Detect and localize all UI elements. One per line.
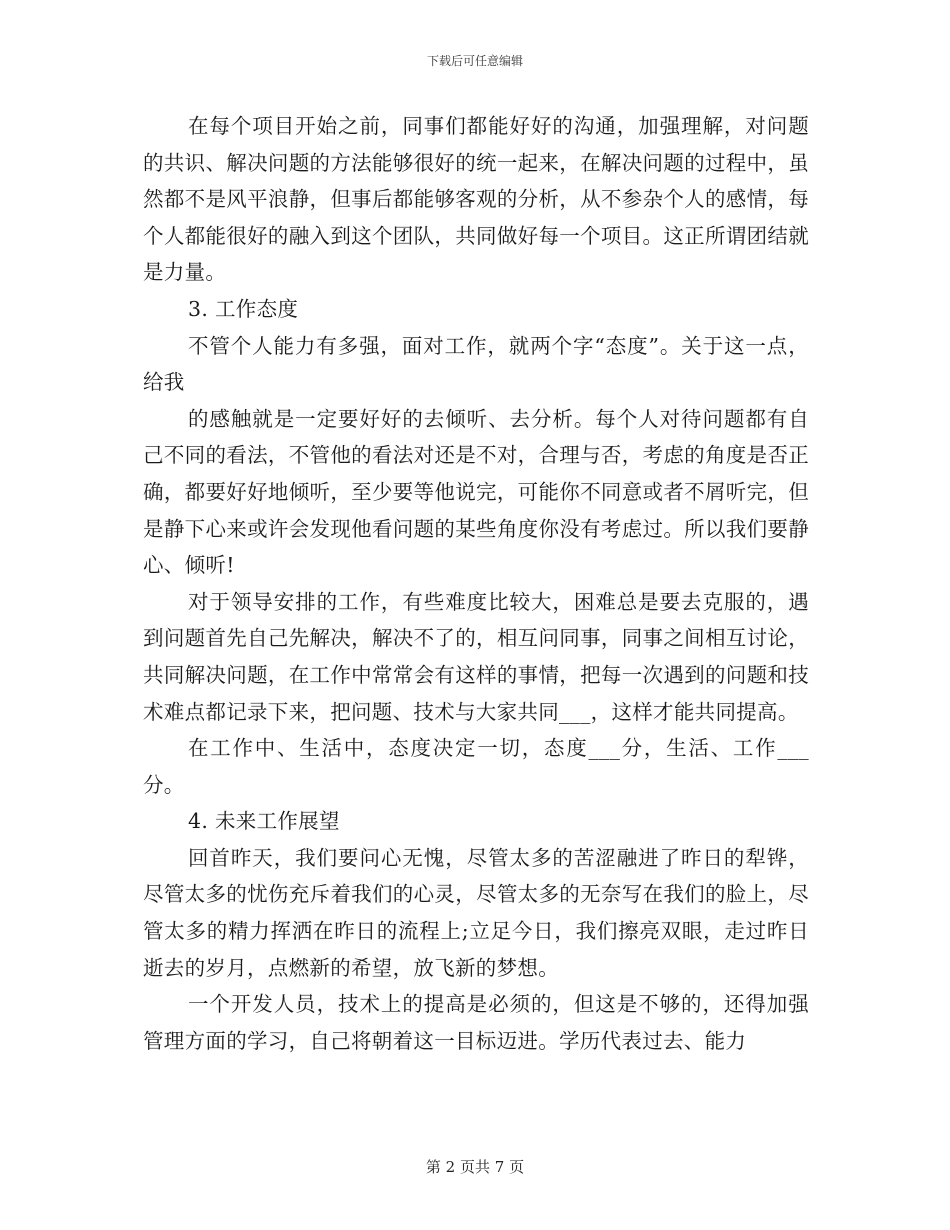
- paragraph-problem-solving: 对于领导安排的工作，有些难度比较大，困难总是要去克服的，遇到问题首先自己先解决，解决不了的，相互问同事，同事之间相互讨论，共同解决问题，在工作中常常会有这样的事情，把每一次遇到的问题和技术难点都记录下来，把问题、技术与大家共同___，这样才能共同提高。: [143, 589, 809, 724]
- paragraph-looking-back: 回首昨天，我们要问心无愧，尽管太多的苦涩融进了昨日的犁铧，尽管太多的忧伤充斥着我们的心灵，尽管太多的无奈写在我们的脸上，尽管太多的精力挥洒在昨日的流程上;立足今日，我们擦亮双眼，走过昨日逝去的岁月，点燃新的希望，放飞新的梦想。: [143, 845, 809, 980]
- paragraph-listening: 的感触就是一定要好好的去倾听、去分析。每个人对待问题都有自己不同的看法，不管他的看法对还是不对，合理与否，考虑的角度是否正确，都要好好地倾听，至少要等他说完，可能你不同意或者不屑听完，但是静下心来或许会发现他看问题的某些角度你没有考虑过。所以我们要静心、倾听!: [143, 406, 809, 578]
- page-footer: 第 2 页共 7 页: [425, 1158, 525, 1176]
- page-header: 下载后可任意编辑: [426, 54, 523, 68]
- paragraph-attitude-intro: 不管个人能力有多强，面对工作，就两个字“态度”。关于这一点，给我: [143, 333, 809, 395]
- paragraph-developer-growth: 一个开发人员，技术上的提高是必须的，但这是不够的，还得加强管理方面的学习，自己将朝着这一目标迈进。学历代表过去、能力: [143, 992, 809, 1053]
- document-body: [143, 108, 809, 1059]
- section-heading-work-attitude: 3. 工作态度: [188, 296, 299, 321]
- paragraph-attitude-decides: 在工作中、生活中，态度决定一切，态度___分，生活、工作___分。: [143, 736, 809, 797]
- section-heading-future-outlook: 4. 未来工作展望: [188, 809, 340, 834]
- paragraph-teamwork: 在每个项目开始之前，同事们都能好好的沟通，加强理解，对问题的共识、解决问题的方法能够很好的统一起来，在解决问题的过程中，虽然都不是风平浪静，但事后都能够客观的分析，从不参杂个人的感情，每个人都能很好的融入到这个团队，共同做好每一个项目。这正所谓团结就是力量。: [143, 114, 809, 285]
